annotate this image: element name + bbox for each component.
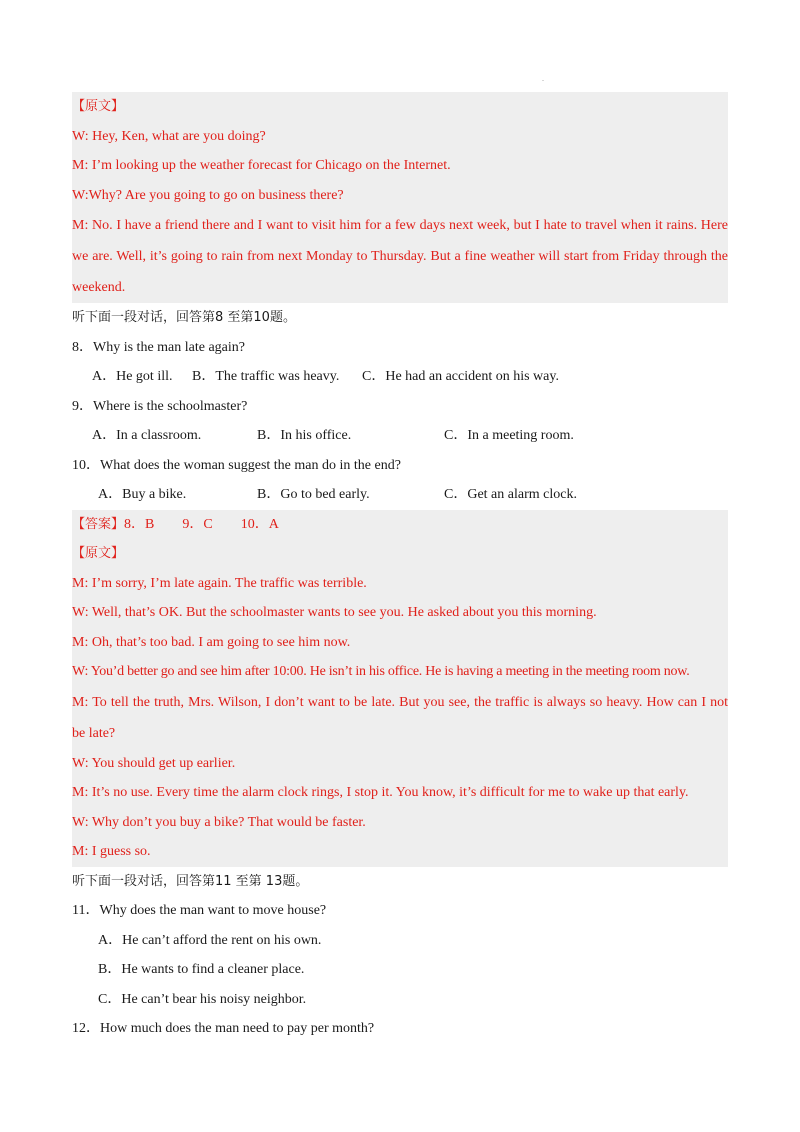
question-10-options: [72, 480, 728, 510]
option-a: A．He got ill.: [92, 369, 173, 384]
dialogue-line: W:Why? Are you going to go on business there?: [72, 187, 344, 203]
dialogue-line: M: To tell the truth, Mrs. Wilson, I don’t want to be late. But you see, the traffic is always so heavy. How can I not be late?: [72, 694, 728, 741]
option-b: B．He wants to find a cleaner place.: [98, 962, 305, 977]
dialogue-line: M: I guess so.: [72, 844, 151, 859]
answer-item: 10．A: [240, 516, 279, 532]
transcript-block-2: [72, 510, 728, 867]
dialogue-line: W: You’d better go and see him after 10:00. He isn’t in his office. He is having a meeting in the meeting room now.: [72, 664, 690, 679]
option-a: A．Buy a bike.: [98, 487, 187, 502]
question-11-stem: 11．Why does the man want to move house?: [72, 903, 327, 918]
answer-item: 8．B: [124, 516, 155, 532]
answer-item: 9．C: [182, 516, 213, 532]
dialogue-line: M: Oh, that’s too bad. I am going to see him now.: [72, 634, 351, 650]
answer-label: 【答案】: [72, 516, 125, 532]
transcript-block-1: [72, 92, 728, 303]
option-c: C．He had an accident on his way.: [362, 369, 559, 384]
question-9-stem: 9．Where is the schoolmaster?: [72, 398, 248, 414]
question-8-options: [72, 362, 728, 392]
option-a: A．In a classroom.: [92, 428, 202, 443]
document-page: [72, 92, 728, 1044]
question-9-options: [72, 421, 728, 451]
answer-key: [72, 510, 728, 540]
transcript-label: 【原文】: [72, 99, 125, 114]
option-b: B．The traffic was heavy.: [192, 369, 340, 384]
transcript-label: 【原文】: [72, 546, 125, 561]
dialogue-line: W: Hey, Ken, what are you doing?: [72, 128, 266, 144]
option-a: A．He can’t afford the rent on his own.: [98, 932, 322, 948]
dialogue-line: W: You should get up earlier.: [72, 755, 236, 771]
option-b: B．Go to bed early.: [257, 487, 370, 502]
section-instruction: 听下面一段对话，回答第11 至第 13题。: [72, 873, 309, 889]
dialogue-line: M: No. I have a friend there and I want to visit him for a few days next week, but I hate to travel when it rains. Here we are. Well, it’s going to rain from next Monday to Thursday. But a fine weather will start from Friday through the weekend.: [72, 218, 728, 295]
dialogue-line: W: Well, that’s OK. But the schoolmaster wants to see you. He asked about you this morning.: [72, 605, 597, 620]
option-b: B．In his office.: [257, 428, 352, 443]
dialogue-line: M: I’m looking up the weather forecast for Chicago on the Internet.: [72, 158, 451, 173]
header-mark: .: [542, 74, 544, 83]
section-instruction: 听下面一段对话，回答第8 至第10题。: [72, 310, 296, 325]
question-8-stem: 8．Why is the man late again?: [72, 339, 245, 355]
option-c: C．Get an alarm clock.: [444, 487, 577, 502]
question-12-stem: 12．How much does the man need to pay per month?: [72, 1021, 375, 1036]
option-c: C．He can’t bear his noisy neighbor.: [98, 991, 307, 1007]
option-c: C．In a meeting room.: [444, 428, 574, 443]
dialogue-line: M: I’m sorry, I’m late again. The traffic was terrible.: [72, 575, 367, 591]
question-10-stem: 10．What does the woman suggest the man do in the end?: [72, 457, 401, 473]
dialogue-line: W: Why don’t you buy a bike? That would be faster.: [72, 814, 366, 830]
dialogue-line: M: It’s no use. Every time the alarm clock rings, I stop it. You know, it’s difficult for me to wake up that early.: [72, 785, 689, 800]
